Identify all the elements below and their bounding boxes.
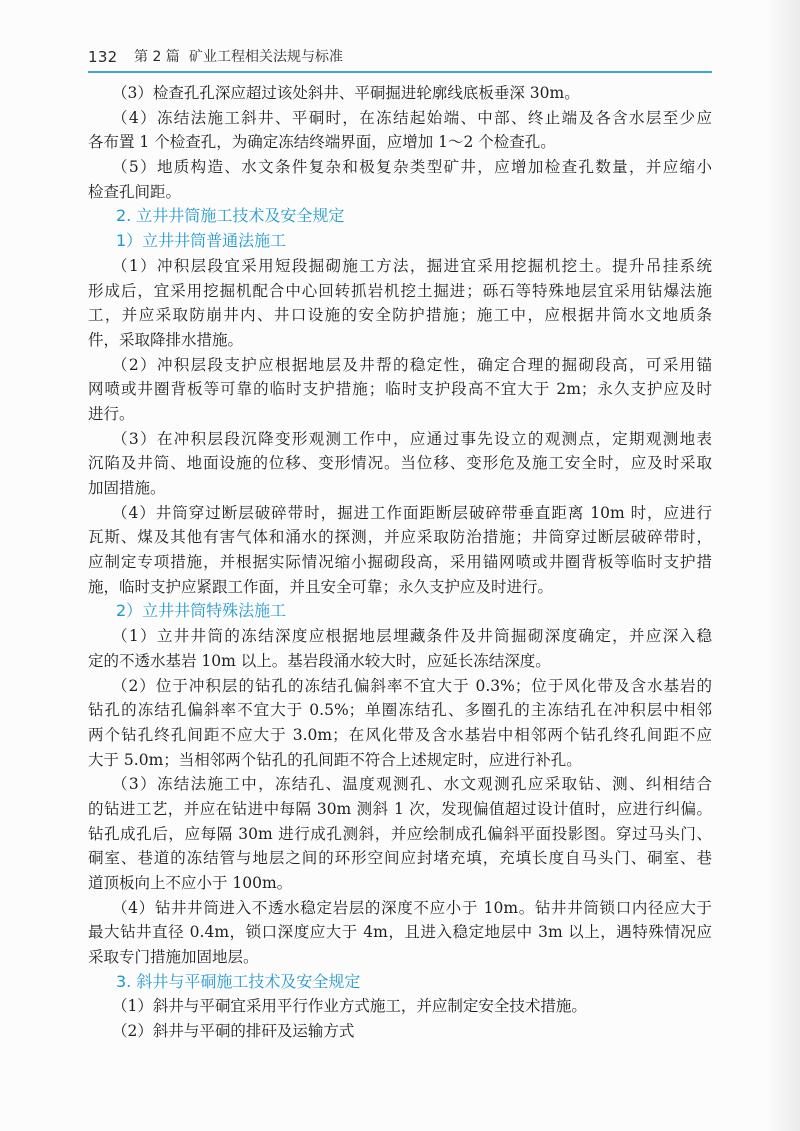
clause-text-line: （4）冻结法施工斜井、平硐时，在冻结起始端、中部、终止端及各含水层至少应 [112,108,712,127]
clause-text-line: 进行。 [88,404,135,423]
clause-text-line: （4）井筒穿过断层破碎带时，掘进工作面距断层破碎带垂直距离 10m 时，应进行 [112,503,712,522]
clause-text-line: （2）斜井与平硐的排矸及运输方式 [112,1022,355,1041]
clause-text-line: 采取专门措施加固地层。 [88,948,259,967]
clause-text-line: 两个钻孔终孔间距不应大于 3.0m；在风化带及含水基岩中相邻两个钻孔终孔间距不应 [88,725,712,744]
clause-text-line: 施，临时支护应紧跟工作面，并且安全可靠；永久支护应及时进行。 [88,577,554,596]
clause-text-line: 硐室、巷道的冻结管与地层之间的环形空间应封堵充填，充填长度自马头门、硐室、巷 [88,849,712,868]
clause-text-line: 件，采取降排水措施。 [88,330,244,349]
clause-text-line: 工，并应采取防崩井内、井口设施的安全防护措施；施工中，应根据井筒水文地质条 [88,306,712,325]
page-number: 132 [88,48,118,66]
page-body [88,81,712,1044]
clause-text-line: 各布置 1 个检查孔，为确定冻结终端界面，应增加 1～2 个检查孔。 [88,133,556,152]
running-header [88,46,712,68]
inspection-clause-4 [88,106,712,155]
clause-text-line: （4）钻井井筒进入不透水稳定岩层的深度不应小于 10m。钻井井筒锁口内径应大于 [112,898,712,917]
special-method-clause-1 [88,624,712,673]
special-method-clause-3 [88,772,712,895]
ordinary-method-clause-1 [88,254,712,353]
section-heading-inclined-shaft: 3. 斜井与平硐施工技术及安全规定 [116,971,361,991]
clause-text-line: 应制定专项措施，并根据实际情况缩小掘砌段高，采用锚网喷或井圈背板等临时支护措 [88,553,712,572]
clause-text-line: （5）地质构造、水文条件复杂和极复杂类型矿井，应增加检查孔数量，并应缩小 [112,158,712,177]
subsection-heading-ordinary-method: 1）立井井筒普通法施工 [116,231,287,251]
clause-text-line: 钻孔成孔后，应每隔 30m 进行成孔测斜，并应绘制成孔偏斜平面投影图。穿过马头门、 [88,824,712,843]
clause-text-line: 加固措施。 [88,479,166,497]
clause-text-line: 道顶板向上不应小于 100m。 [88,874,293,892]
part-title: 矿业工程相关法规与标准 [189,49,343,65]
clause-text-line: （1）立井井筒的冻结深度应根据地层埋藏条件及井筒掘砌深度确定，并应深入稳 [112,627,712,646]
clause-text-line: 形成后，宜采用挖掘机配合中心回转抓岩机挖土掘进；砾石等特殊地层宜采用钻爆法施 [88,281,712,300]
clause-text-line: 网喷或井圈背板等可靠的临时支护措施；临时支护段高不宜大于 2m；永久支护应及时 [88,380,712,399]
clause-text-line: （3）检查孔孔深应超过该处斜井、平硐掘进轮廓线底板垂深 30m。 [112,84,580,102]
clause-text-line: （2）位于冲积层的钻孔的冻结孔偏斜率不宜大于 0.3%；位于风化带及含水基岩的 [112,676,712,695]
clause-text-line: 检查孔间距。 [88,182,182,201]
clause-text-line: 最大钻井直径 0.4m，锁口深度应大于 4m，且进入稳定地层中 3m 以上，遇特殊情况应 [88,923,712,942]
clause-text-line: 定的不透水基岩 10m 以上。基岩段涌水较大时，应延长冻结深度。 [88,651,551,670]
special-method-clause-4 [88,896,712,970]
special-method-clause-2 [88,674,712,773]
section-heading-shaft-sinking: 2. 立井井筒施工技术及安全规定 [116,206,345,226]
clause-text-line: （3）冻结法施工中，冻结孔、温度观测孔、水文观测孔应采取钻、测、纠相结合 [112,775,712,794]
clause-text-line: （2）冲积层段支护应根据地层及井帮的稳定性，确定合理的掘砌段高，可采用锚 [112,355,712,374]
clause-text-line: 瓦斯、煤及其他有害气体和涌水的探测，并应采取防治措施；井筒穿过断层破碎带时， [88,528,712,547]
clause-text-line: （1）冲积层段宜采用短段掘砌施工方法，掘进宜采用挖掘机挖土。提升吊挂系统 [112,256,712,275]
clause-text-line: 大于 5.0m；当相邻两个钻孔的孔间距不符合上述规定时，应进行补孔。 [88,750,582,769]
page-edge-shadow [766,0,800,1131]
ordinary-method-clause-4 [88,501,712,600]
part-label: 第 2 篇 [134,49,180,65]
subsection-heading-special-method: 2）立井井筒特殊法施工 [116,601,287,621]
clause-text-line: 钻孔的冻结孔偏斜率不宜大于 0.5%；单圈冻结孔、多圈孔的主冻结孔在冲积层中相邻 [88,701,712,720]
header-rule [88,71,712,73]
inclined-shaft-clause-2 [88,1019,712,1044]
inspection-clause-5 [88,155,712,204]
inclined-shaft-clause-1 [88,994,712,1019]
clause-text-line: 沉陷及井筒、地面设施的位移、变形情况。当位移、变形危及施工安全时，应及时采取 [88,454,712,473]
clause-text-line: （3）在冲积层段沉降变形观测工作中，应通过事先设立的观测点，定期观测地表 [112,429,712,448]
inspection-clause-3 [88,81,712,106]
clause-text-line: 的钻进工艺，并应在钻进中每隔 30m 测斜 1 次，发现偏值超过设计值时，应进行纠偏。 [88,799,712,818]
clause-text-line: （1）斜井与平硐宜采用平行作业方式施工，并应制定安全技术措施。 [112,997,587,1016]
ordinary-method-clause-2 [88,353,712,427]
ordinary-method-clause-3 [88,427,712,501]
